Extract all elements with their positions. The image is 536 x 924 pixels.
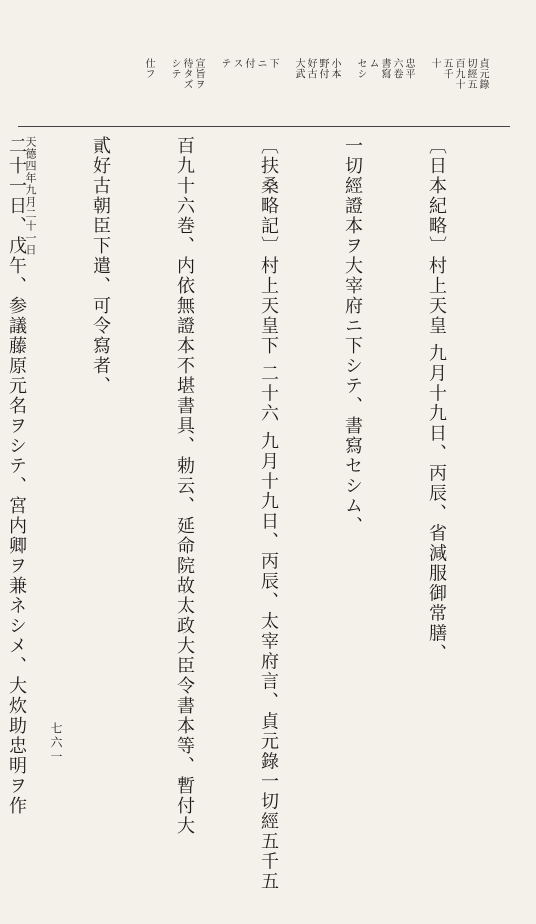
note-group-1 xyxy=(429,58,488,118)
text-line: 貳好古朝臣下遣、可令寫者、 xyxy=(90,136,111,396)
note-group-5 xyxy=(169,58,204,118)
note-line: ム xyxy=(367,58,378,69)
text-line: 一切經證本ヲ大宰府ニ下シテ、書寫セシム、 xyxy=(342,136,363,536)
note-line: 忠平 xyxy=(403,58,414,79)
note-line: テ xyxy=(219,58,230,69)
note-line: 十 xyxy=(429,58,440,69)
note-group-4 xyxy=(219,58,278,118)
text-line: 二十一日、戊午、参議藤原元名ヲシテ、宮内卿ヲ兼ネシメ、大炊助忠明ヲ作 xyxy=(6,136,27,816)
note-line: 付 xyxy=(243,58,254,69)
note-line: 仕フ xyxy=(143,58,154,79)
note-line: 待タズ xyxy=(181,58,192,90)
note-line: 切經五 xyxy=(465,58,476,90)
note-line: 小本 xyxy=(329,58,340,79)
note-line: シテ xyxy=(169,58,180,79)
note-line: 貞元錄 xyxy=(477,58,488,90)
note-group-6 xyxy=(143,58,154,118)
text-line: 〔日本紀略〕村上天皇 九月十九日、丙辰、省減服御常膳、 xyxy=(426,136,447,664)
note-line: 大武 xyxy=(293,58,304,79)
note-line: 下 xyxy=(267,58,278,69)
note-line: セシ xyxy=(355,58,366,79)
note-line: 百九十 xyxy=(453,58,464,90)
note-group-2 xyxy=(355,58,414,118)
note-group-3 xyxy=(293,58,340,118)
text-line: 百九十六巻、内依無證本不堪書具、勅云、延命院故太政大臣令書本等、暫付大 xyxy=(174,136,195,836)
note-line: 五千 xyxy=(441,58,452,79)
note-line: 好古 xyxy=(305,58,316,79)
note-line: 宣旨ヲ xyxy=(193,58,204,90)
note-line: 野付 xyxy=(317,58,328,79)
note-line: 書寫 xyxy=(379,58,390,79)
text-line: 〔扶桑略記〕村上天皇下 二十六 九月十九日、丙辰、太宰府言、貞元錄一切經五千五 xyxy=(258,136,279,892)
header-rule xyxy=(18,126,510,127)
header-notes xyxy=(131,58,488,118)
running-date: 天德四年九月二十一日 xyxy=(24,136,37,256)
note-line: ニ xyxy=(255,58,266,69)
page-number: 七六一 xyxy=(49,722,63,764)
note-line: ス xyxy=(231,58,242,69)
note-line: 六卷 xyxy=(391,58,402,79)
